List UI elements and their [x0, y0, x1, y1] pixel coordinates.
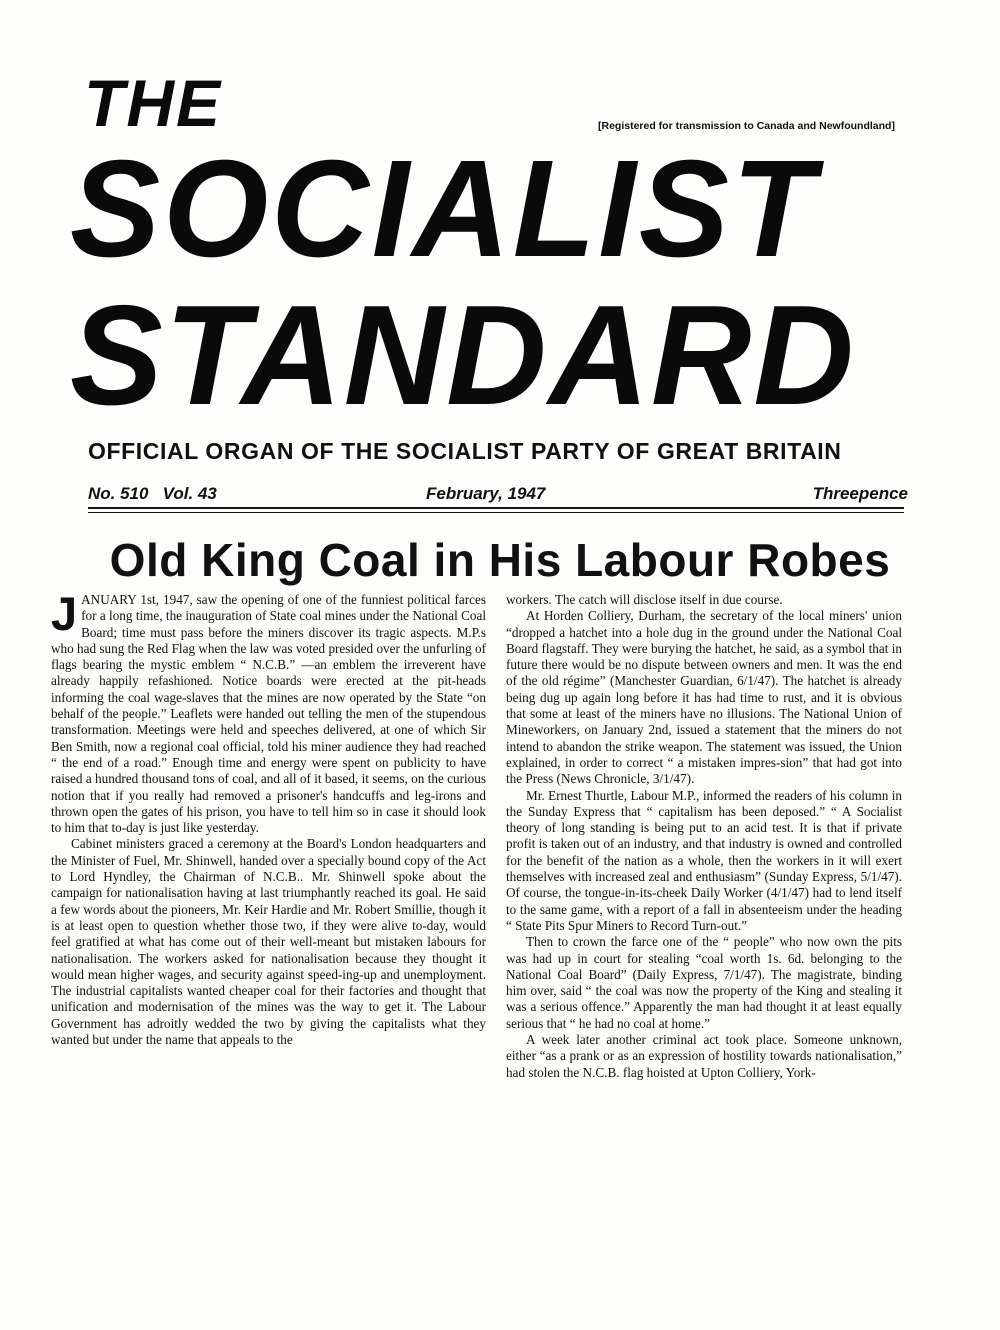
- drop-cap: J: [51, 592, 78, 640]
- article-paragraph: Then to crown the farce one of the “ people” who now own the pits was had up in court for stealing “coal worth 1s. 6d. belonging to the National Coal Board” (Daily Express, 7/1/47). The magistrate, binding him over, said “ the coal was now the property of the King and stealing it was a serious offence.” Apparently the man had thought it at least equally serious that “ he had no coal at home.”: [506, 934, 902, 1031]
- masthead-standard: STANDARD: [70, 276, 856, 435]
- issue-volume: Vol. 43: [162, 484, 217, 503]
- issue-dateline: [88, 484, 908, 508]
- article-paragraph: Cabinet ministers graced a ceremony at the Board's London headquarters and the Minister of Fuel, Mr. Shinwell, handed over a specially bound copy of the Act to Lord Hyndley, the Chairman of N.C.B.. Mr. Shinwell spoke about the campaign for nationalisation having at last triumphantly reached its goal. He said a few words about the pioneers, Mr. Keir Hardie and Mr. Robert Smillie, though it is at least open to question whether those two, if they were alive to-day, would feel gratified at what has come out of their well-meant but mistaken labours for nationalisation. The workers asked for nationalisation because they thought it would mean higher wages, and security against speed-ing-up and unemployment. The industrial capitalists wanted cheaper coal for their factories and thought that unification and modernisation of the mines was the way to get it. The Labour Government has adroitly wedded the two by giving the capitalists what they wanted but under the name that appeals to the: [51, 836, 486, 1048]
- article-paragraph: At Horden Colliery, Durham, the secretary of the local miners' union “dropped a hatchet into a hole dug in the ground under the National Coal Board flagstaff. They were burying the hatchet, he said, as a symbol that in future there would be no dispute between owners and men. It was the end of the old régime” (Manchester Guardian, 6/1/47). The hatchet is already being dug up again long before it has had time to rust, and it is obvious that some at least of the miners have no illusions. The National Union of Mineworkers, on January 2nd, issued a statement that the miners do not intend to abandon the strike weapon. The statement was issued, the Union explained, in order to correct “ a mistaken impres-sion” that had got into the Press (News Chronicle, 3/1/47).: [506, 608, 902, 787]
- article-column-right: [506, 592, 902, 1312]
- article-paragraph: Mr. Ernest Thurtle, Labour M.P., informed the readers of his column in the Sunday Express that “ capitalism has been deposed.” “ A Socialist theory of long standing is being put to an acid test. It is that if private profit is taken out of an industry, and that industry is owned and controlled for the benefit of the nation as a whole, then the workers in it will exert themselves with increased zeal and enthusiasm” (Sunday Express, 5/1/47). Of course, the tongue-in-its-cheek Daily Worker (4/1/47) had to lend itself to the same game, with a report of a fall in absenteeism under the heading “ State Pits Spur Miners to Record Turn-out.”: [506, 787, 902, 933]
- article-column-left: [51, 592, 486, 1312]
- article-paragraph: JANUARY 1st, 1947, saw the opening of one of the funniest political farces for a long time, the inauguration of State coal mines under the National Coal Board; time must pass before the miners discover its tragic aspects. M.P.s who had sung the Red Flag when the law was voted presided over the unfurling of flags bearing the mystic emblem “ N.C.B.” —an emblem the irreverent have already happily refashioned. Notice boards were erected at the pit-heads informing the coal wage-slaves that the mines are now operated by the State “on behalf of the people.” Leaflets were handed out telling the men of the stupendous transformation. Meetings were held and speeches delivered, at one of which Sir Ben Smith, now a regional coal official, told his miner audience they had reached “ the end of a road.” Enough time and energy were spent on publicity to have raised a hundred thousand tons of coal, and all of it based, it seems, on the curious notion that if you really had removed a prisoner's handcuffs and leg-irons and thrown open the gates of his prison, you have to tell him so in case it should look to him that to-day is just like yesterday.: [51, 592, 486, 836]
- issue-price: Threepence: [812, 484, 908, 503]
- masthead-socialist: SOCIALIST: [70, 132, 818, 286]
- dateline-rule-thin: [88, 512, 904, 513]
- article-paragraph: A week later another criminal act took place. Someone unknown, either “as a prank or as an expression of hostility towards nationalisation,” had stolen the N.C.B. flag hoisted at Upton Colliery, York-: [506, 1032, 902, 1080]
- registration-note: [Registered for transmission to Canada and Newfoundland]: [598, 120, 895, 132]
- issue-date: February, 1947: [426, 484, 546, 503]
- issue-number: No. 510: [88, 484, 149, 503]
- article-headline: Old King Coal in His Labour Robes: [109, 534, 891, 586]
- issue-number-volume: [88, 484, 217, 504]
- dateline-rule: [88, 507, 904, 509]
- article-paragraph: workers. The catch will disclose itself in due course.: [506, 592, 783, 607]
- official-organ-line: OFFICIAL ORGAN OF THE SOCIALIST PARTY OF GREAT BRITAIN: [88, 438, 842, 464]
- masthead-the: THE: [84, 66, 222, 140]
